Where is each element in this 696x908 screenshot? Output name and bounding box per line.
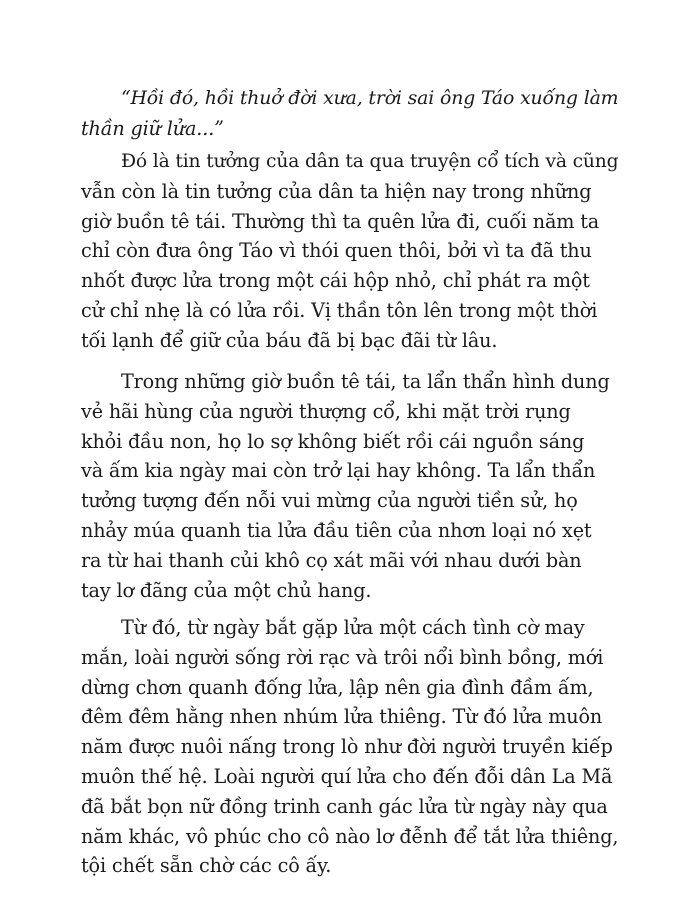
text-line: tưởng tượng đến nỗi vui mừng của người tiền sử, họ (81, 489, 578, 513)
text-line: giờ buồn tê tái. Thường thì ta quên lửa đi, cuối năm ta (81, 209, 600, 233)
text-line: vẫn còn là tin tưởng của dân ta hiện nay trong những (81, 179, 592, 203)
text-line: nhốt được lửa trong một cái hộp nhỏ, chỉ phát ra một (81, 269, 590, 293)
text-line: năm được nuôi nấng trong lò như đời người truyền kiếp (81, 735, 613, 759)
paragraph-2 (81, 367, 621, 605)
text-line: đêm đêm hằng nhen nhúm lửa thiêng. Từ đó lửa muôn (81, 705, 603, 729)
text-line: và ấm kia ngày mai còn trở lại hay không. Ta lẩn thẩn (81, 459, 596, 483)
text-line: Từ đó, từ ngày bắt gặp lửa một cách tình cờ may (121, 616, 585, 639)
text-line: Đó là tin tưởng của dân ta qua truyện cổ tích và cũng (121, 151, 619, 172)
text-line: đã bắt bọn nữ đồng trinh canh gác lửa từ ngày này qua (81, 794, 608, 818)
text-line: muôn thế hệ. Loài người quí lửa cho đến đỗi dân La Mã (81, 764, 613, 788)
text-line: tay lơ đãng của một chủ hang. (81, 578, 372, 602)
text-line: năm khác, vô phúc cho cô nào lơ đễnh để tắt lửa thiêng, (81, 824, 619, 848)
opening-quote (81, 84, 621, 144)
text-line: thần giữ lửa...” (81, 116, 224, 140)
text-line: ra từ hai thanh củi khô cọ xát mãi với nhau dưới bàn (81, 548, 582, 572)
text-line: dừng chơn quanh đống lửa, lập nên gia đình đầm ấm, (81, 675, 594, 699)
text-line: nhảy múa quanh tia lửa đầu tiên của nhơn loại nó xẹt (81, 518, 592, 542)
paragraph-1 (81, 147, 621, 356)
text-line: khỏi đầu non, họ lo sợ không biết rồi cái nguồn sáng (81, 429, 585, 453)
text-line: “Hồi đó, hồi thuở đời xưa, trời sai ông Táo xuống làm (121, 87, 619, 109)
text-line: tội chết sẵn chờ các cô ấy. (81, 854, 332, 878)
text-line: vẻ hãi hùng của người thượng cổ, khi mặt trời rụng (81, 399, 571, 423)
text-line: Trong những giờ buồn tê tái, ta lẩn thẩn hình dung (121, 370, 610, 393)
text-line: mắn, loài người sống rời rạc và trôi nổi bình bồng, mới (81, 645, 604, 669)
text-line: tối lạnh để giữ của báu đã bị bạc đãi từ lâu. (81, 328, 498, 352)
text-line: cử chỉ nhẹ là có lửa rồi. Vị thần tôn lên trong một thời (81, 298, 598, 322)
paragraph-3 (81, 613, 621, 881)
text-line: chỉ còn đưa ông Táo vì thói quen thôi, bởi vì ta đã thu (81, 239, 592, 263)
